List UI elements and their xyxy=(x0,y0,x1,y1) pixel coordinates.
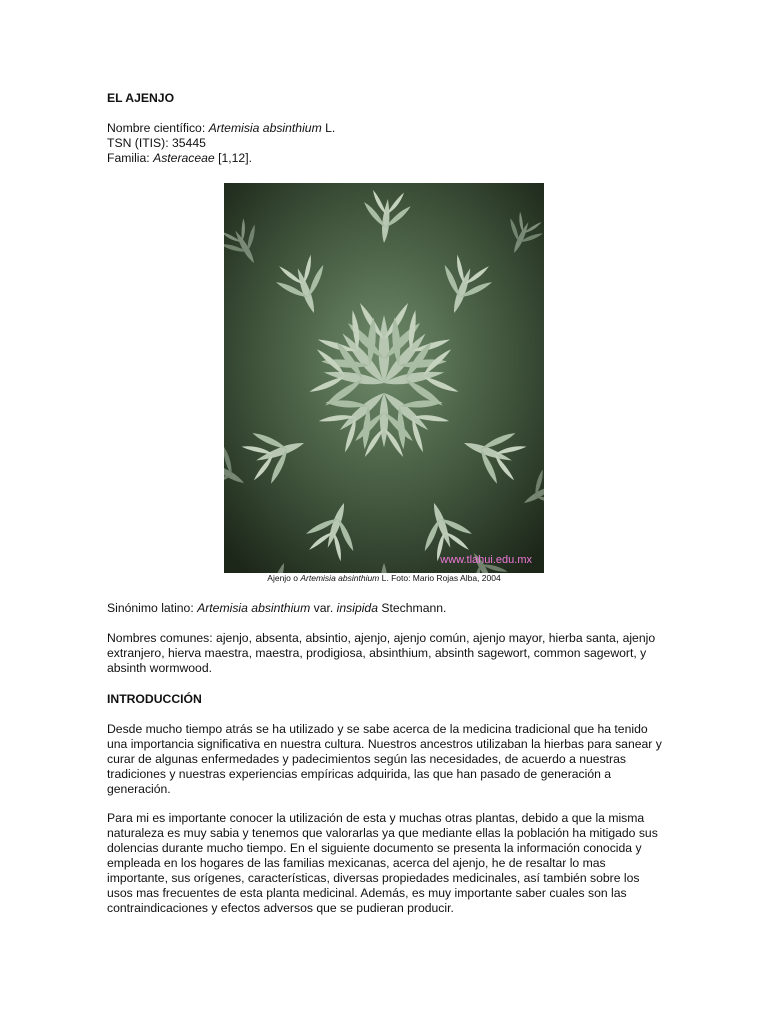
introduction-paragraph-2: Para mi es importante conocer la utilización de esta y muchas otras plantas, debido a que la misma naturaleza es muy sabia y tenemos que valorarlas ya que mediante ellas la población ha mitigado sus dolencias durante mucho tiempo. En el siguiente documento se presenta la información conocida y empleada en los hogares de las familias mexicanas, acerca del ajenjo, he de resaltar lo mas importante, sus orígenes, características, diversas propiedades medicinales, así también sobre los usos mas frecuentes de esta planta medicinal. Además, es muy importante saber cuales son las contraindicaciones y efectos adversos que se pudieran producir. xyxy=(107,811,658,915)
scientific-name-author: L. xyxy=(321,121,336,135)
wormwood-plant-image xyxy=(224,183,544,573)
family-refs: [1,12]. xyxy=(214,151,252,165)
scientific-name: Artemisia absinthium xyxy=(208,121,322,135)
common-names-paragraph: Nombres comunes: ajenjo, absenta, absintio, ajenjo, ajenjo común, ajenjo mayor, hierba santa, ajenjo extranjero, hierva maestra, maestra, prodigiosa, absinthium, absinth sagewort, common sagewort, y absinth wormwood. xyxy=(107,631,656,675)
scientific-name-label: Nombre científico: xyxy=(107,121,209,135)
plant-photo xyxy=(224,183,544,573)
synonym-var: var. xyxy=(310,601,337,615)
scientific-name-line xyxy=(107,121,335,136)
page-title: EL AJENJO xyxy=(107,91,175,105)
caption-prefix: Ajenjo o xyxy=(267,573,301,583)
photo-caption xyxy=(0,573,768,583)
taxonomy-block xyxy=(107,121,335,166)
synonym-label: Sinónimo latino: xyxy=(107,601,198,615)
introduction-paragraph-1: Desde mucho tiempo atrás se ha utilizado y se sabe acerca de la medicina tradicional que ha tenido una importancia significativa en nuestra cultura. Nuestros ancestros utilizaban la hierbas para sanear y curar de algunas enfermedades y padecimientos según las necesidades, de acuerdo a nuestras tradiciones y nuestras experiencias empíricas adquirida, las que han pasado de generación a generación. xyxy=(107,722,662,796)
caption-suffix: L. Foto: Mario Rojas Alba, 2004 xyxy=(379,573,501,583)
family-line xyxy=(107,151,335,166)
photo-watermark: www.tlahui.edu.mx xyxy=(440,554,532,566)
synonym-author: Stechmann. xyxy=(378,601,447,615)
synonym-variety: insipida xyxy=(336,601,378,615)
synonym-species: Artemisia absinthium xyxy=(197,601,311,615)
family-name: Asteraceae xyxy=(153,151,215,165)
family-label: Familia: xyxy=(107,151,154,165)
tsn-line: TSN (ITIS): 35445 xyxy=(107,136,206,150)
introduction-heading: INTRODUCCIÓN xyxy=(107,692,202,706)
latin-synonym xyxy=(107,601,446,616)
caption-species: Artemisia absinthium xyxy=(300,573,380,583)
